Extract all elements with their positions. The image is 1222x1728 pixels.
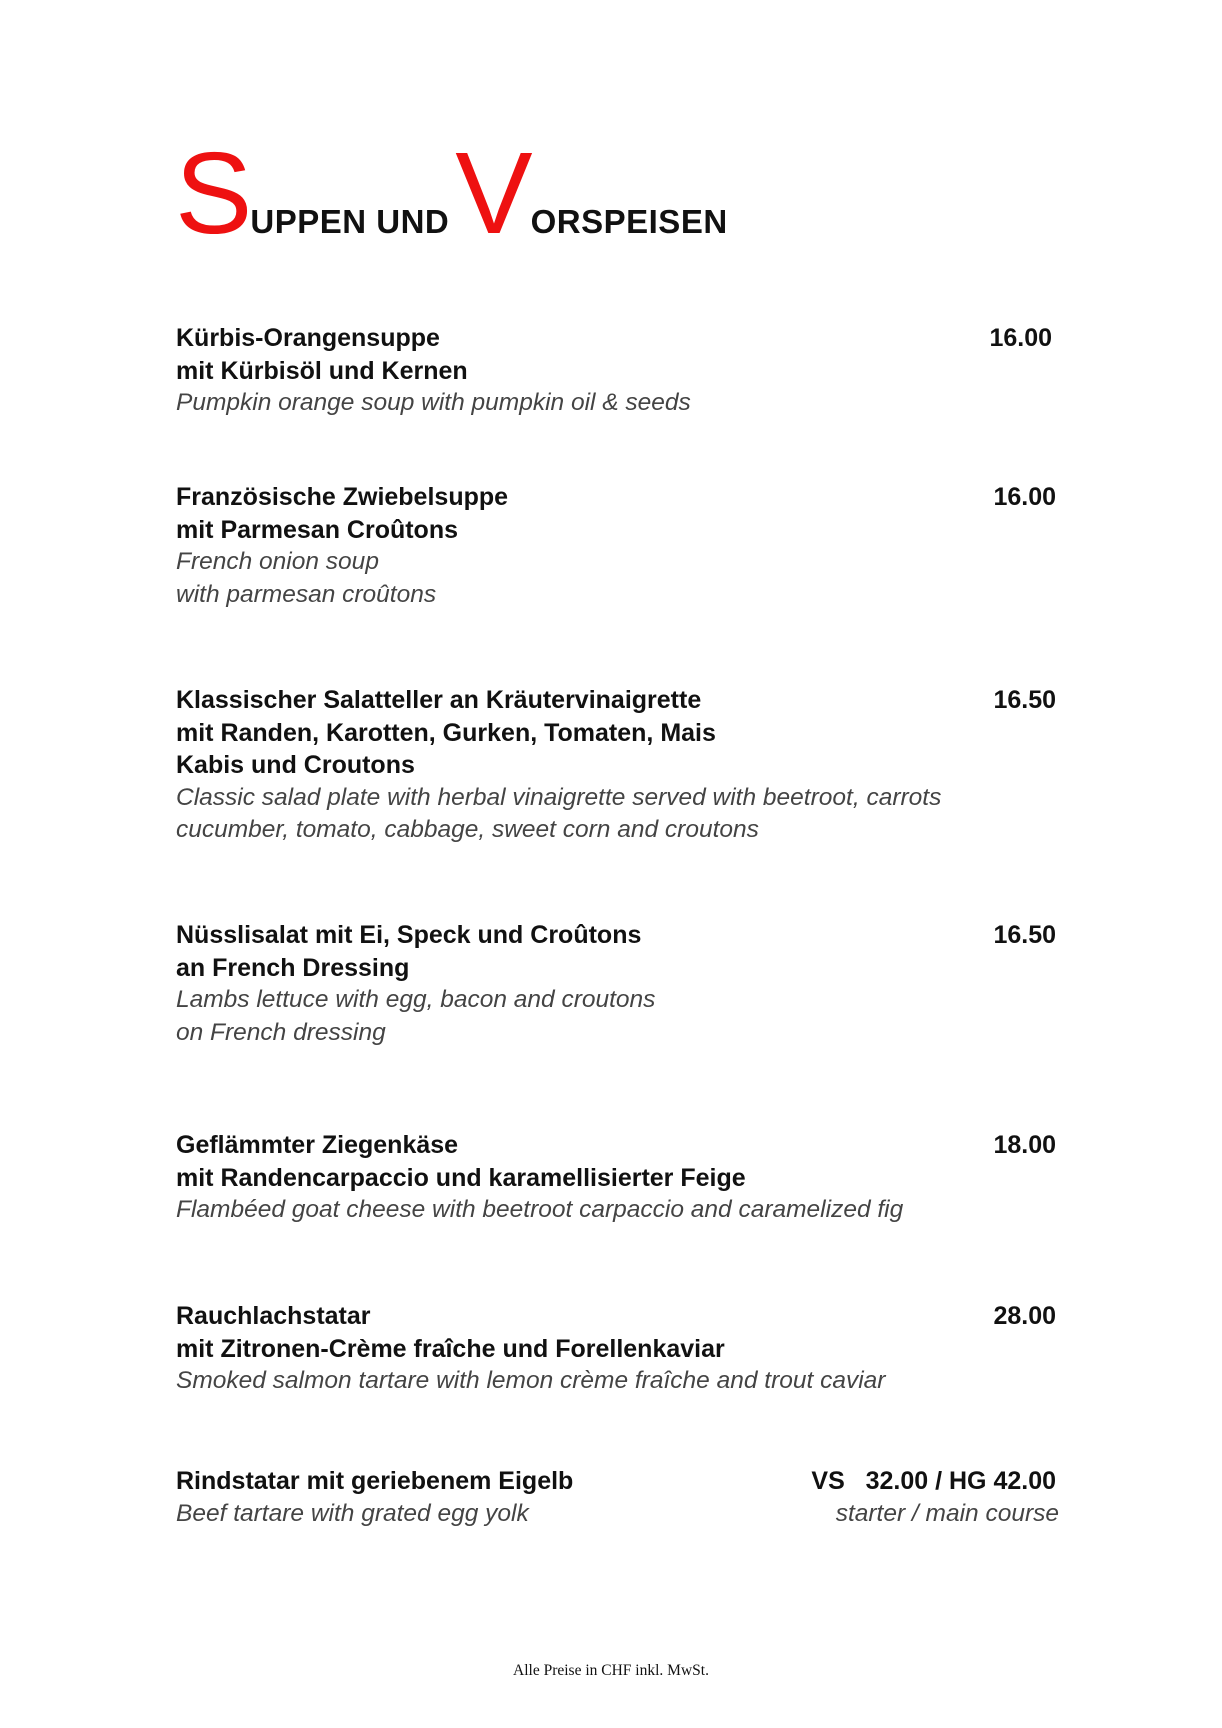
page-title — [175, 128, 728, 258]
price-footnote: Alle Preise in CHF inkl. MwSt. — [513, 1662, 709, 1679]
item-description-line: Lambs lettuce with egg, bacon and croutons — [176, 986, 656, 1013]
item-price: 16.00 — [993, 483, 1056, 511]
title-word-orspeisen: ORSPEISEN — [530, 203, 728, 240]
item-name-line: Rindstatar mit geriebenem Eigelb — [176, 1467, 574, 1495]
item-name-line: mit Randen, Karotten, Gurken, Tomaten, Mais — [176, 718, 716, 747]
item-description-line: Smoked salmon tartare with lemon crème fraîche and trout caviar — [176, 1367, 886, 1394]
menu-item-kuerbissuppe — [176, 322, 1056, 420]
item-description-line: Classic salad plate with herbal vinaigrette served with beetroot, carrots — [176, 783, 942, 811]
item-description-line: French onion soup — [176, 548, 379, 575]
menu-item-rindstatar — [176, 1465, 1059, 1530]
item-description-line: cucumber, tomato, cabbage, sweet corn and croutons — [176, 816, 759, 843]
item-name-line: Französische Zwiebelsuppe — [176, 483, 509, 511]
item-price: 16.50 — [993, 686, 1056, 714]
item-description-line: with parmesan croûtons — [176, 580, 437, 608]
item-price-note: starter / main course — [835, 1499, 1059, 1527]
item-description-line: Beef tartare with grated egg yolk — [176, 1499, 529, 1527]
menu-item-rauchlachstatar — [176, 1300, 1056, 1398]
menu-item-ziegenkaese — [176, 1129, 1056, 1227]
item-name-line: Rauchlachstatar — [176, 1302, 371, 1330]
item-name-line: mit Parmesan Croûtons — [176, 515, 459, 544]
title-initial-s: S — [175, 128, 251, 258]
menu-item-zwiebelsuppe — [176, 481, 1056, 611]
menu-item-salatteller — [176, 684, 1056, 847]
title-word-suppen-und: UPPEN UND — [250, 203, 450, 240]
item-name-line: Geflämmter Ziegenkäse — [176, 1131, 459, 1159]
item-description-line: Pumpkin orange soup with pumpkin oil & seeds — [176, 389, 691, 416]
item-name-line: mit Kürbisöl und Kernen — [176, 356, 468, 385]
title-initial-v: V — [455, 128, 531, 258]
item-name-line: Klassischer Salatteller an Kräutervinaigrette — [176, 686, 702, 714]
item-name-line: Nüsslisalat mit Ei, Speck und Croûtons — [176, 921, 642, 949]
item-name-line: an French Dressing — [176, 953, 410, 982]
menu-item-nuesslisalat — [176, 919, 1056, 1049]
item-name-line: mit Zitronen-Crème fraîche und Forellenkaviar — [176, 1334, 725, 1363]
item-price: VS 32.00 / HG 42.00 — [811, 1467, 1056, 1495]
item-name-line: Kabis und Croutons — [176, 751, 415, 779]
item-name-line: Kürbis-Orangensuppe — [176, 324, 440, 352]
item-description-line: on French dressing — [176, 1018, 386, 1046]
item-price: 28.00 — [993, 1302, 1056, 1330]
item-name-line: mit Randencarpaccio und karamellisierter Feige — [176, 1163, 746, 1192]
item-price: 16.50 — [993, 921, 1056, 949]
item-price: 18.00 — [993, 1131, 1056, 1159]
item-price: 16.00 — [989, 324, 1052, 352]
item-description-line: Flambéed goat cheese with beetroot carpaccio and caramelized fig — [176, 1196, 904, 1223]
